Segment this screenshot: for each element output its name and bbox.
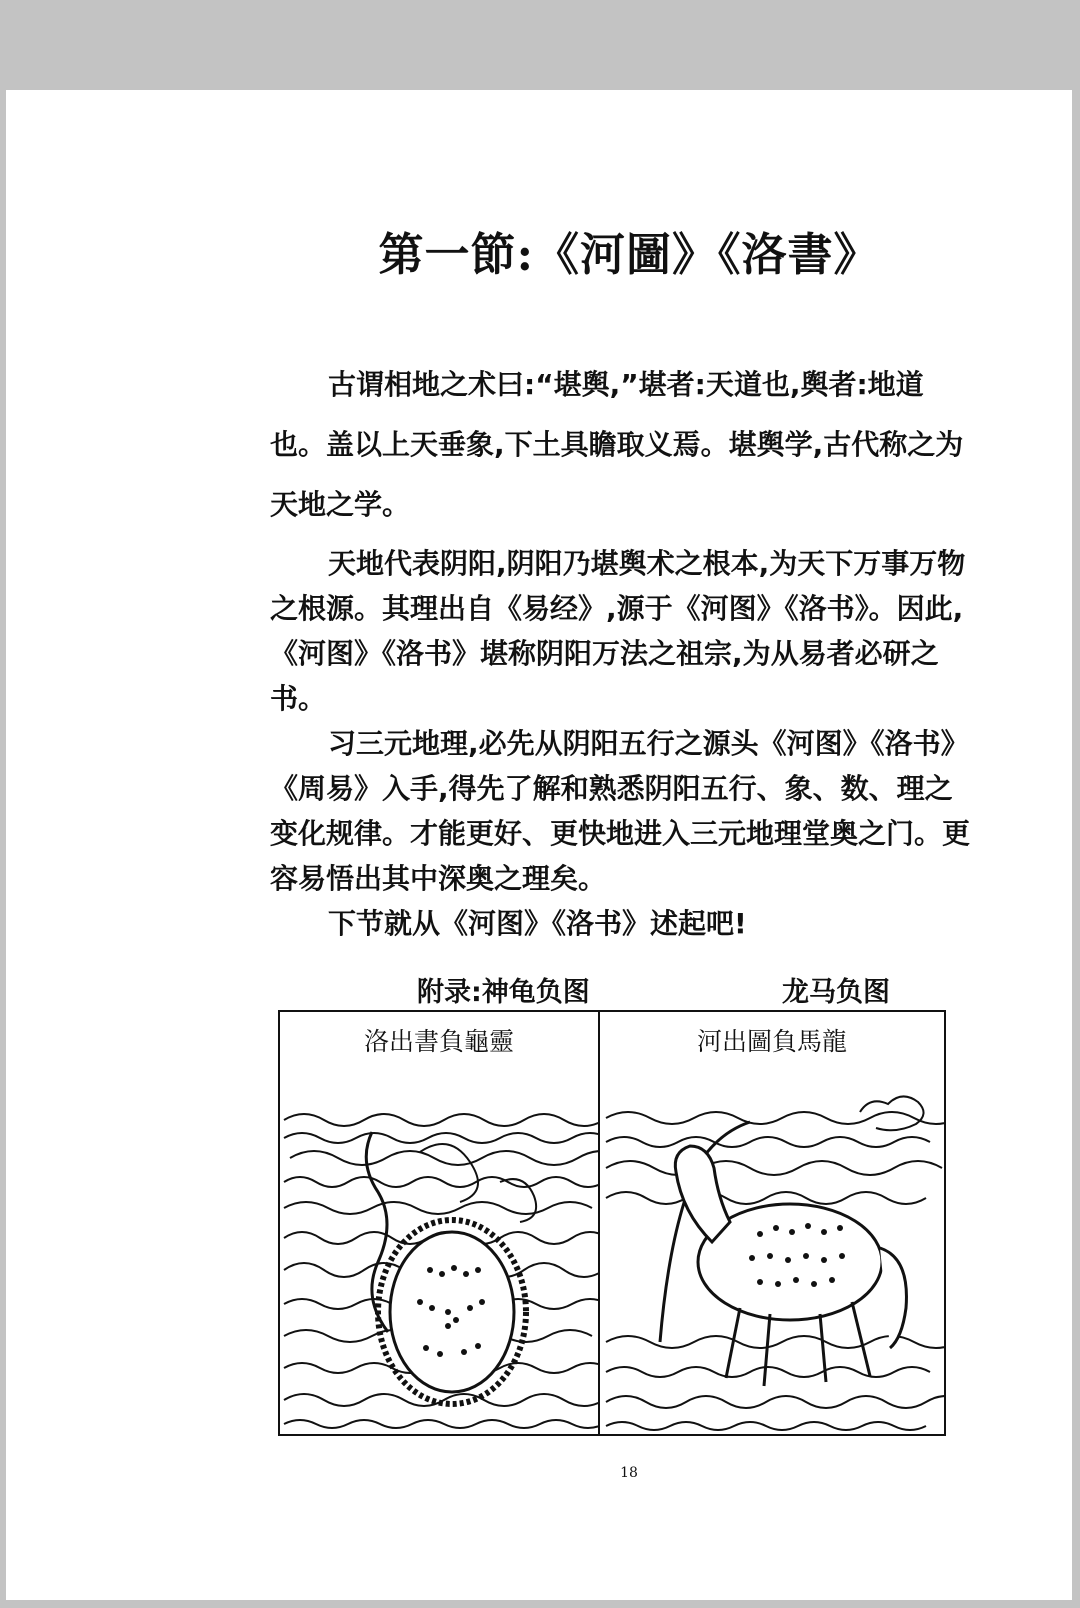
turtle-illustration [280,1012,600,1434]
body-text [270,355,970,946]
document-page [6,90,1072,1600]
paragraph-3: 习三元地理,必先从阴阳五行之源头《河图》《洛书》《周易》入手,得先了解和熟悉阴阳五行、象、数、理之变化规律。才能更好、更快地进入三元地理堂奥之门。更容易悟出其中深奥之理矣。 [270,727,971,895]
section-title: 第一節:《河圖》《洛書》 [378,228,880,281]
paragraph-4: 下节就从《河图》《洛书》述起吧! [328,907,747,940]
paragraph-2: 天地代表阴阳,阴阳乃堪舆术之根本,为天下万事万物之根源。其理出自《易经》,源于《河图》《洛书》。因此,《河图》《洛书》堪称阴阳万法之祖宗,为从易者必研之书。 [270,547,966,715]
figure-caption-row [6,970,1072,1010]
illustration-frame [278,1010,946,1436]
dragon-horse-illustration [600,1012,944,1434]
paragraph-1: 古谓相地之术曰:“堪舆,”堪者:天道也,舆者:地道也。盖以上天垂象,下土具瞻取义焉。堪舆学,古代称之为天地之学。 [270,368,964,521]
figure-caption-left: 附录:神龟负图 [417,977,590,1008]
dragon-horse-drawing [600,1012,944,1434]
dragon-horse-panel-label: 河出圖負馬龍 [696,1027,847,1056]
turtle-drawing [280,1012,600,1434]
turtle-panel-label: 洛出書負龜靈 [363,1027,514,1056]
figure-caption-right: 龙马负图 [782,977,890,1008]
page-number: 18 [620,1465,638,1481]
